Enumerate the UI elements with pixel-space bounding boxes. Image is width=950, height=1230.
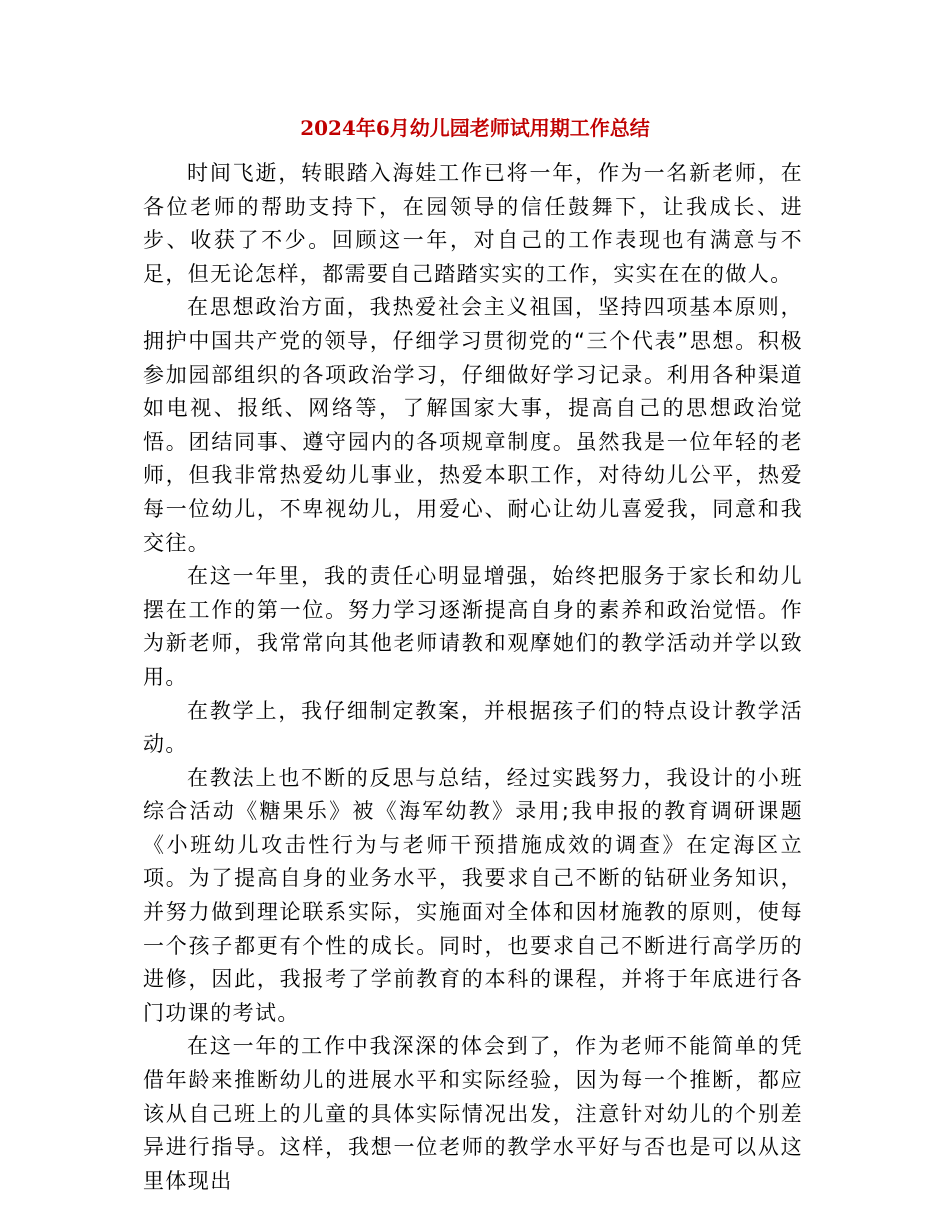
paragraph-reflection: 在这一年的工作中我深深的体会到了，作为老师不能简单的凭借年龄来推断幼儿的进展水平和实际经验，因为每一个推断，都应该从自己班上的儿童的具体实际情况出发，注意针对幼儿的个别差异进行指导。这样，我想一位老师的教学水平好与否也是可以从这里体现出 [143, 1034, 803, 1193]
paragraph-methods: 在教法上也不断的反思与总结，经过实践努力，我设计的小班综合活动《糖果乐》被《海军幼教》录用;我申报的教育调研课题《小班幼儿攻击性行为与老师干预措施成效的调查》在定海区立项。为了提高自身的业务水平，我要求自己不断的钻研业务知识，并努力做到理论联系实际，实施面对全体和因材施教的原则，使每一个孩子都更有个性的成长。同时，也要求自己不断进行高学历的进修，因此，我报考了学前教育的本科的课程，并将于年底进行各门功课的考试。 [143, 765, 803, 1025]
paragraph-political: 在思想政治方面，我热爱社会主义祖国，坚持四项基本原则，拥护中国共产党的领导，仔细学习贯彻党的“三个代表”思想。积极参加园部组织的各项政治学习，仔细做好学习记录。利用各种渠道如电视、报纸、网络等，了解国家大事，提高自己的思想政治觉悟。团结同事、遵守园内的各项规章制度。虽然我是一位年轻的老师，但我非常热爱幼儿事业，热爱本职工作，对待幼儿公平，热爱每一位幼儿，不卑视幼儿，用爱心、耐心让幼儿喜爱我，同意和我交往。 [143, 295, 803, 555]
document-title: 2024年6月幼儿园老师试用期工作总结 [300, 116, 650, 140]
document-body [143, 157, 803, 1198]
paragraph-responsibility: 在这一年里，我的责任心明显增强，始终把服务于家长和幼儿摆在工作的第一位。努力学习逐渐提高自身的素养和政治觉悟。作为新老师，我常常向其他老师请教和观摩她们的教学活动并学以致用。 [143, 564, 803, 689]
paragraph-intro: 时间飞逝，转眼踏入海娃工作已将一年，作为一名新老师，在各位老师的帮助支持下，在园领导的信任鼓舞下，让我成长、进步、收获了不少。回顾这一年，对自己的工作表现也有满意与不足，但无论怎样，都需要自己踏踏实实的工作，实实在在的做人。 [143, 161, 803, 286]
paragraph-teaching: 在教学上，我仔细制定教案，并根据孩子们的特点设计教学活动。 [143, 698, 803, 757]
